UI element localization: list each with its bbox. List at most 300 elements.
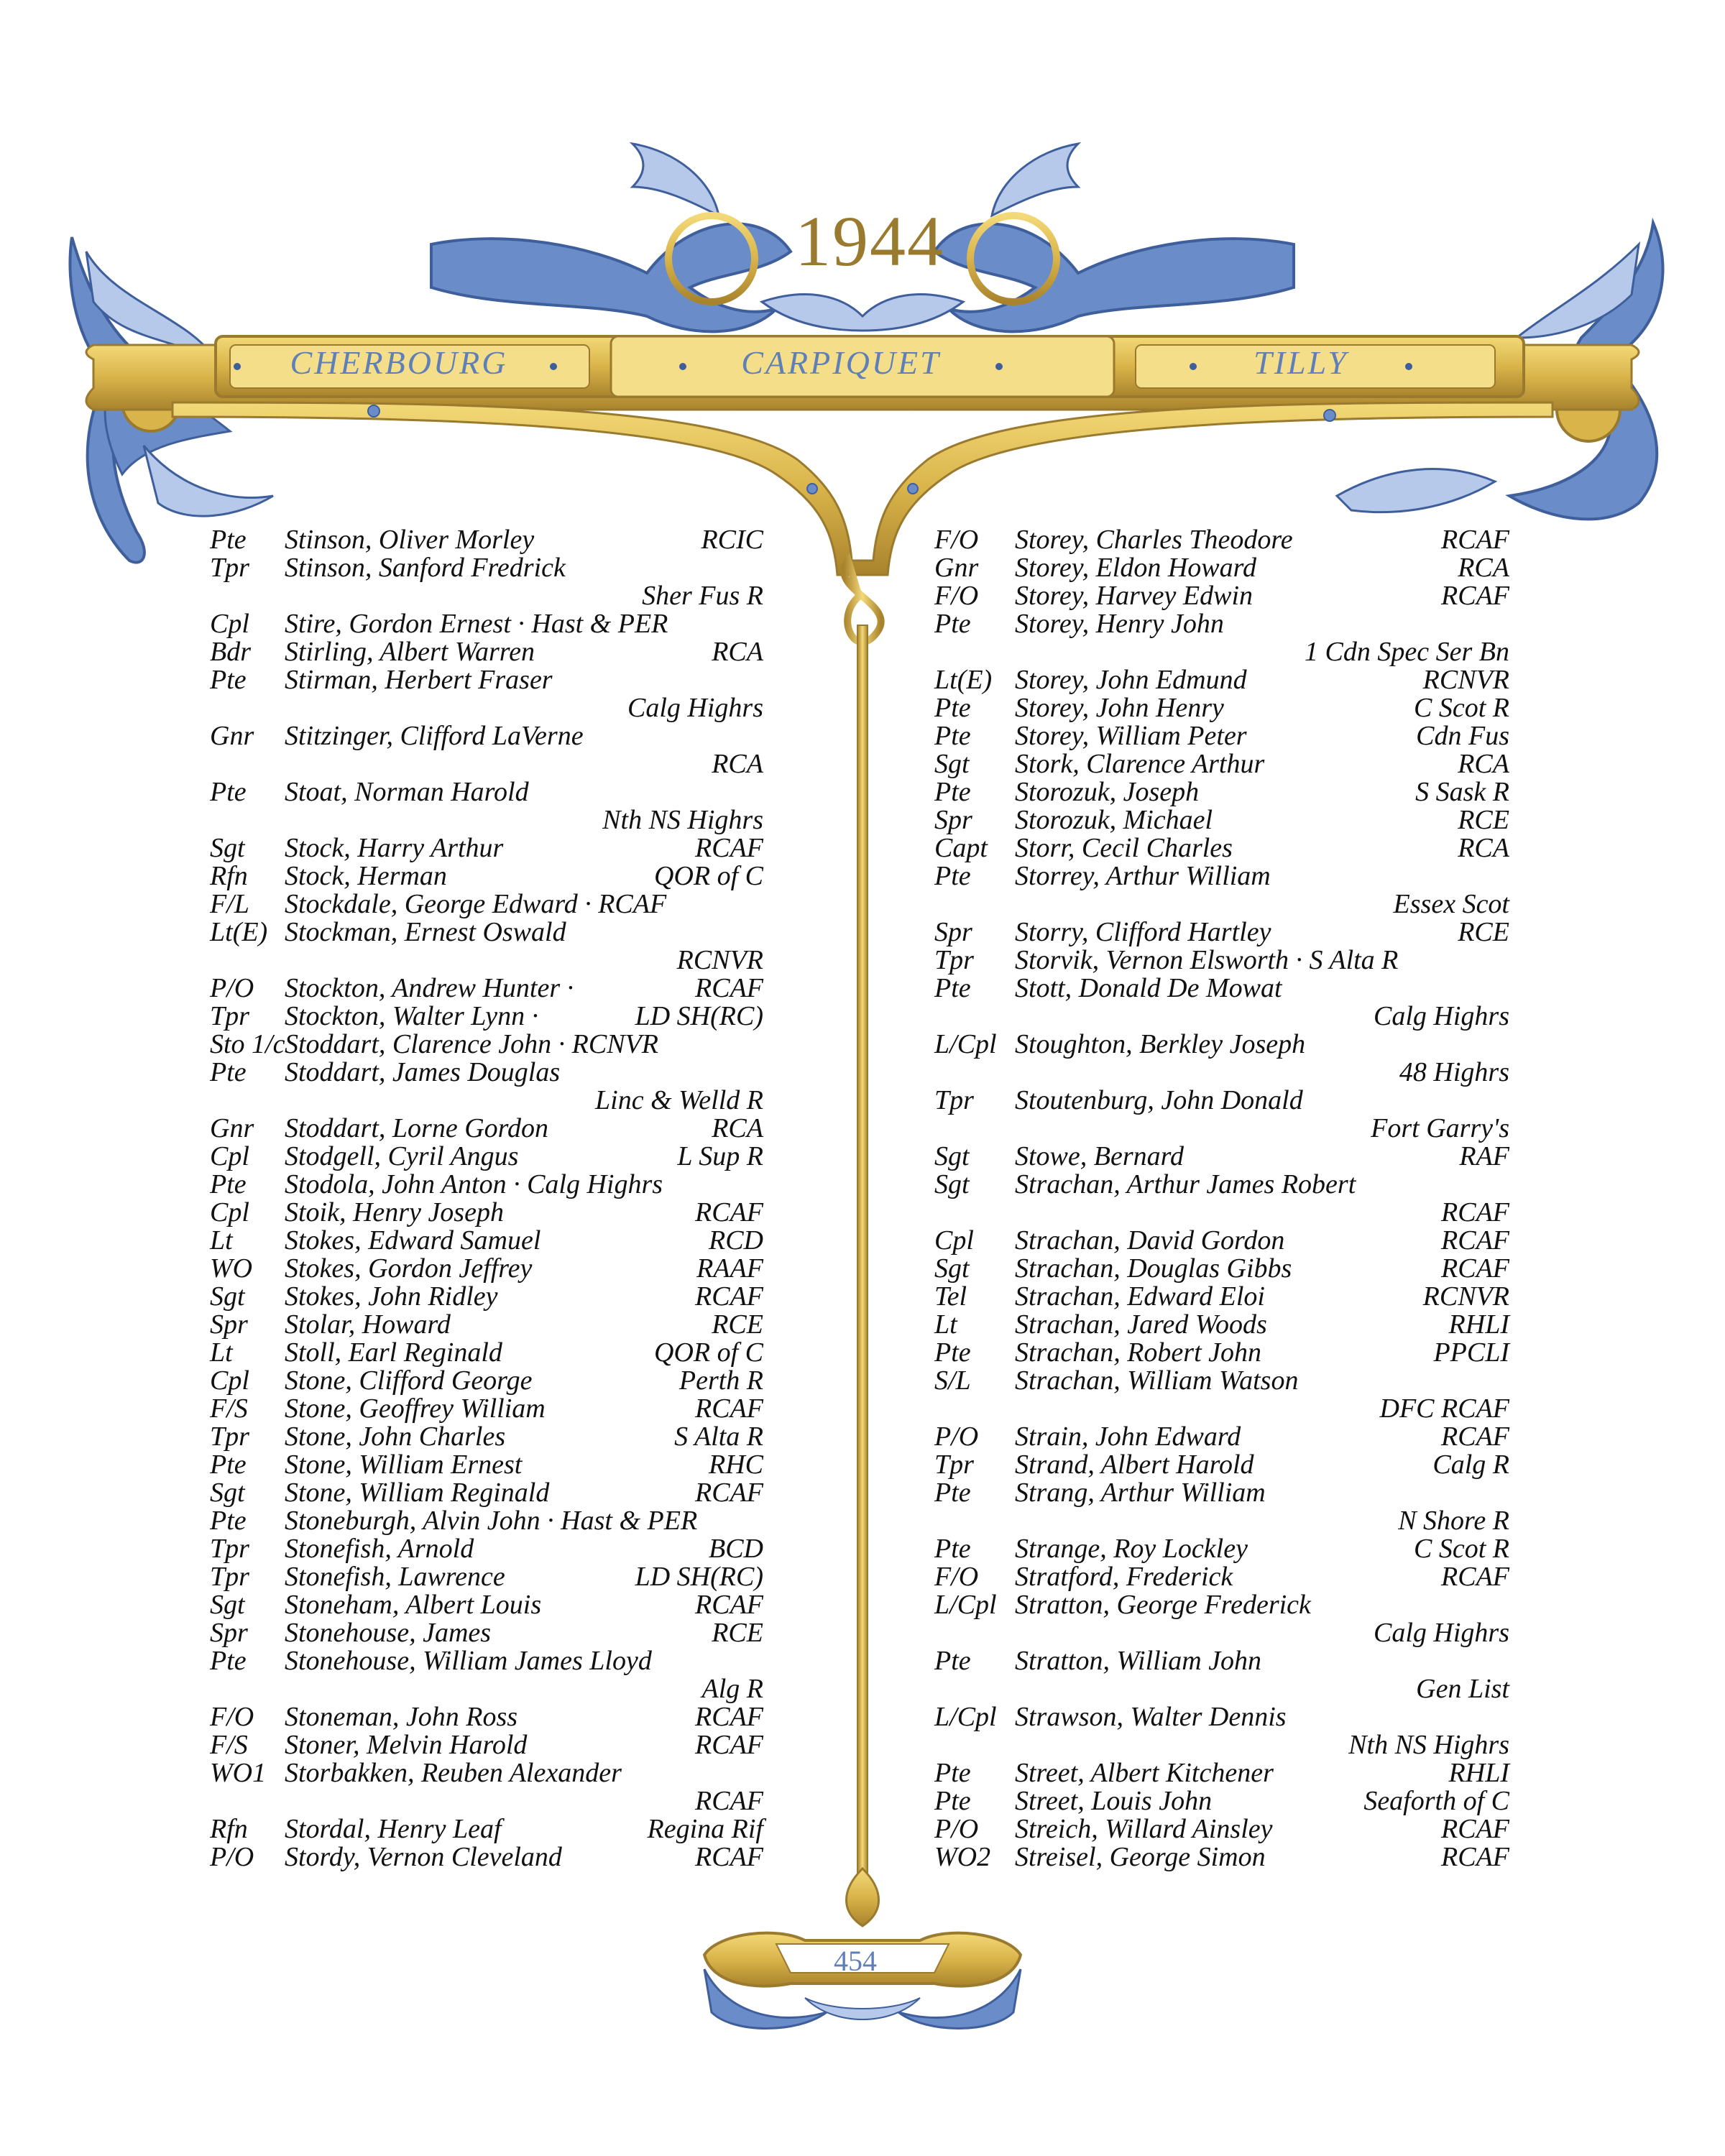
entry-name: Stock, Herman <box>285 861 447 891</box>
entry-rank: Sgt <box>210 1281 245 1312</box>
honour-entry <box>934 1423 1509 1451</box>
entry-rank: Pte <box>210 1646 247 1676</box>
entry-rank: Pte <box>934 609 971 639</box>
entry-rank: Pte <box>934 1534 971 1564</box>
honour-entry <box>934 1563 1509 1591</box>
entry-line <box>934 1227 1509 1255</box>
entry-unit: Regina Rif <box>647 1814 763 1844</box>
honour-entry <box>934 1311 1509 1339</box>
entry-rank: Spr <box>210 1618 248 1648</box>
honour-entry <box>210 890 763 918</box>
entry-unit: N Shore R <box>1398 1506 1509 1536</box>
entry-name: Stone, William Ernest <box>285 1450 523 1480</box>
entry-unit: Gen List <box>1416 1674 1509 1704</box>
entry-line <box>934 1843 1509 1871</box>
honour-entry <box>934 1171 1509 1227</box>
entry-unit: C Scot R <box>1414 693 1509 723</box>
entry-name: Stoutenburg, John Donald <box>1015 1085 1303 1115</box>
honour-entry <box>934 1591 1509 1647</box>
entry-rank: WO <box>210 1253 253 1284</box>
honour-entry <box>210 1003 763 1031</box>
honour-entry <box>934 1535 1509 1563</box>
honour-entry <box>934 526 1509 554</box>
central-gold-stem <box>844 561 880 1926</box>
entry-unit: Sher Fus R <box>642 581 763 611</box>
entry-line <box>210 1115 763 1143</box>
entry-rank: F/O <box>210 1702 254 1732</box>
entry-rank: Pte <box>210 1169 247 1199</box>
honour-entry <box>934 554 1509 582</box>
entry-name: Storrey, Arthur William <box>1015 861 1271 891</box>
page-number: 454 <box>834 1945 877 1977</box>
entry-name: Stolar, Howard <box>285 1309 451 1340</box>
honour-entry <box>934 1787 1509 1815</box>
entry-line <box>934 946 1509 975</box>
entry-name: Stinson, Oliver Morley <box>285 525 535 555</box>
honour-entry <box>934 666 1509 694</box>
entry-rank: L/Cpl <box>934 1702 997 1732</box>
entry-line <box>934 778 1509 806</box>
entry-unit: Essex Scot <box>1393 889 1509 919</box>
honour-entry <box>210 1171 763 1199</box>
honour-entry <box>934 1143 1509 1171</box>
honour-entry <box>934 694 1509 722</box>
honour-entry <box>934 946 1509 975</box>
entry-line <box>934 1283 1509 1311</box>
entry-unit: RCAF <box>1441 1197 1509 1227</box>
entry-line <box>210 722 763 750</box>
entry-rank: Pte <box>934 973 971 1003</box>
honour-entry <box>934 1759 1509 1787</box>
honour-entry <box>210 1283 763 1311</box>
entry-name: Storr, Cecil Charles <box>1015 833 1233 863</box>
honour-entry <box>210 1031 763 1059</box>
entry-rank: L/Cpl <box>934 1590 997 1620</box>
honour-entry <box>934 1339 1509 1367</box>
honour-entry <box>210 722 763 778</box>
entry-rank: F/O <box>934 581 979 611</box>
entry-line <box>934 806 1509 834</box>
entry-line <box>210 1003 763 1031</box>
entry-rank: Lt <box>210 1337 233 1368</box>
honour-entry <box>934 1647 1509 1703</box>
entry-unit: LD SH(RC) <box>635 1001 763 1031</box>
entry-name: Storey, Eldon Howard <box>1015 553 1257 583</box>
entry-line <box>934 1787 1509 1815</box>
honour-entry <box>210 610 763 638</box>
entry-unit: QOR of C <box>654 1337 763 1368</box>
entry-line <box>934 1451 1509 1479</box>
entry-unit: RCAF <box>695 1786 763 1816</box>
honour-entry <box>210 1311 763 1339</box>
honour-entry <box>210 526 763 554</box>
entry-rank: Rfn <box>210 861 248 891</box>
entry-line <box>934 862 1509 890</box>
honour-entry <box>210 834 763 862</box>
entry-line <box>210 750 763 778</box>
entry-unit: S Alta R <box>674 1422 763 1452</box>
entry-name: Storey, Charles Theodore <box>1015 525 1293 555</box>
entry-line <box>934 834 1509 862</box>
entry-line <box>210 1143 763 1171</box>
entry-rank: P/O <box>934 1422 979 1452</box>
entry-line <box>210 1227 763 1255</box>
entry-rank: Bdr <box>210 637 251 667</box>
honour-entry <box>210 1339 763 1367</box>
entry-unit: RCAF <box>695 1702 763 1732</box>
honour-entry <box>934 1087 1509 1143</box>
entry-name: Stoddart, James Douglas <box>285 1057 561 1087</box>
entry-unit: Cdn Fus <box>1416 721 1509 751</box>
entry-line <box>210 806 763 834</box>
entry-line <box>934 1311 1509 1339</box>
entry-rank: Pte <box>934 861 971 891</box>
entry-rank: Pte <box>210 777 247 807</box>
entry-name: Stitzinger, Clifford LaVerne <box>285 721 584 751</box>
honour-entry <box>210 1815 763 1843</box>
entry-name: Stinson, Sanford Fredrick <box>285 553 566 583</box>
honour-entry <box>210 638 763 666</box>
entry-unit: RCAF <box>695 1842 763 1872</box>
entry-rank: Tpr <box>934 1450 974 1480</box>
entry-line <box>934 1059 1509 1087</box>
honour-entry <box>210 1255 763 1283</box>
entry-line <box>934 1815 1509 1843</box>
honour-entry <box>934 862 1509 918</box>
entry-line <box>210 694 763 722</box>
entry-unit: Nth NS Highrs <box>602 805 763 835</box>
entry-name: Strachan, Edward Eloi <box>1015 1281 1265 1312</box>
entry-line <box>934 722 1509 750</box>
entry-rank: Pte <box>210 665 247 695</box>
entry-line <box>210 1339 763 1367</box>
entry-line <box>210 1059 763 1087</box>
entry-name: Stockdale, George Edward · RCAF <box>285 889 667 919</box>
entry-line <box>934 1143 1509 1171</box>
entry-rank: P/O <box>934 1814 979 1844</box>
honour-entry <box>934 1479 1509 1535</box>
honour-entry <box>210 975 763 1003</box>
entry-line <box>934 582 1509 610</box>
entry-unit: RCAF <box>695 1730 763 1760</box>
entry-line <box>210 1675 763 1703</box>
entry-unit: RCAF <box>695 833 763 863</box>
entry-name: Stirman, Herbert Fraser <box>285 665 553 695</box>
entry-line <box>934 610 1509 638</box>
entry-unit: RCAF <box>695 1393 763 1424</box>
entry-unit: Calg Highrs <box>627 693 763 723</box>
entry-rank: Cpl <box>210 609 249 639</box>
entry-name: Stock, Harry Arthur <box>285 833 504 863</box>
entry-unit: RCAF <box>1441 1562 1509 1592</box>
entry-line <box>934 1507 1509 1535</box>
entry-rank: F/S <box>210 1393 248 1424</box>
honour-entry <box>210 1367 763 1395</box>
honour-entry <box>934 806 1509 834</box>
entry-line <box>934 1171 1509 1199</box>
entry-rank: Sgt <box>934 1169 970 1199</box>
entry-rank: P/O <box>210 973 254 1003</box>
entry-rank: Pte <box>210 525 247 555</box>
entry-name: Stoughton, Berkley Joseph <box>1015 1029 1306 1059</box>
entry-rank: Sgt <box>934 749 970 779</box>
entry-rank: Tpr <box>210 1001 249 1031</box>
entry-unit: RCE <box>712 1309 763 1340</box>
entry-name: Strachan, Douglas Gibbs <box>1015 1253 1292 1284</box>
entry-line <box>934 1591 1509 1619</box>
honour-entry <box>210 1731 763 1759</box>
entry-unit: RCAF <box>695 1478 763 1508</box>
entry-rank: Lt <box>210 1225 233 1256</box>
entry-unit: RCAF <box>1441 1253 1509 1284</box>
entry-rank: Pte <box>934 1786 971 1816</box>
entry-line <box>210 918 763 946</box>
entry-rank: Pte <box>934 1478 971 1508</box>
entry-rank: Gnr <box>210 1113 254 1143</box>
entry-unit: RAAF <box>696 1253 763 1284</box>
entry-name: Strawson, Walter Dennis <box>1015 1702 1287 1732</box>
entry-name: Stott, Donald De Mowat <box>1015 973 1282 1003</box>
honour-entry <box>210 1703 763 1731</box>
honour-entry <box>934 975 1509 1031</box>
honour-entry <box>210 1591 763 1619</box>
entry-line <box>934 975 1509 1003</box>
entry-line <box>934 694 1509 722</box>
entry-unit: RCAF <box>1441 1422 1509 1452</box>
entry-name: Streich, Willard Ainsley <box>1015 1814 1273 1844</box>
honour-entry <box>934 582 1509 610</box>
entry-name: Stone, Clifford George <box>285 1365 533 1396</box>
entry-name: Strachan, Jared Woods <box>1015 1309 1267 1340</box>
entry-line <box>210 1451 763 1479</box>
entry-line <box>934 526 1509 554</box>
entry-name: Stoik, Henry Joseph <box>285 1197 504 1227</box>
honour-entry <box>210 1059 763 1115</box>
entry-line <box>934 1563 1509 1591</box>
entry-unit: RCAF <box>695 1197 763 1227</box>
entry-line <box>934 1395 1509 1423</box>
entry-unit: S Sask R <box>1415 777 1509 807</box>
entry-rank: Capt <box>934 833 988 863</box>
entry-unit: RAF <box>1459 1141 1509 1171</box>
entry-line <box>210 1423 763 1451</box>
entry-line <box>210 1703 763 1731</box>
entry-name: Stonefish, Arnold <box>285 1534 474 1564</box>
honour-entry <box>210 1563 763 1591</box>
entry-line <box>934 638 1509 666</box>
entry-name: Stokes, Edward Samuel <box>285 1225 541 1256</box>
entry-unit: C Scot R <box>1414 1534 1509 1564</box>
honour-entry <box>210 1143 763 1171</box>
entry-rank: Pte <box>934 693 971 723</box>
entry-unit: DFC RCAF <box>1379 1393 1509 1424</box>
entry-rank: Tpr <box>210 553 249 583</box>
entry-rank: P/O <box>210 1842 254 1872</box>
entry-line <box>210 1619 763 1647</box>
entry-line <box>934 1703 1509 1731</box>
entry-rank: Cpl <box>934 1225 974 1256</box>
entry-rank: Pte <box>934 1758 971 1788</box>
honour-entry <box>210 1647 763 1703</box>
entry-name: Stordy, Vernon Cleveland <box>285 1842 562 1872</box>
honour-entry <box>210 1115 763 1143</box>
entry-unit: BCD <box>709 1534 763 1564</box>
entry-line <box>934 1479 1509 1507</box>
entry-unit: Calg Highrs <box>1374 1618 1509 1648</box>
entry-name: Storey, Henry John <box>1015 609 1224 639</box>
entry-name: Storozuk, Joseph <box>1015 777 1200 807</box>
entry-rank: WO1 <box>210 1758 267 1788</box>
entry-name: Streisel, George Simon <box>1015 1842 1266 1872</box>
entry-line <box>210 1031 763 1059</box>
honour-entry <box>934 1283 1509 1311</box>
entry-name: Storry, Clifford Hartley <box>1015 917 1271 947</box>
entry-line <box>210 610 763 638</box>
entry-name: Stratton, William John <box>1015 1646 1262 1676</box>
honour-entry <box>210 918 763 975</box>
entry-unit: Linc & Welld R <box>595 1085 763 1115</box>
entry-unit: 1 Cdn Spec Ser Bn <box>1305 637 1509 667</box>
entry-rank: Tpr <box>210 1534 249 1564</box>
entry-rank: Cpl <box>210 1365 249 1396</box>
entry-rank: Tpr <box>934 945 974 975</box>
entry-rank: Lt(E) <box>210 917 268 947</box>
entry-rank: Pte <box>934 1337 971 1368</box>
entry-unit: RCE <box>1458 917 1509 947</box>
entry-name: Stonefish, Lawrence <box>285 1562 505 1592</box>
entry-unit: L Sup R <box>677 1141 763 1171</box>
place-cherbourg: CHERBOURG <box>290 344 508 381</box>
entry-name: Strachan, David Gordon <box>1015 1225 1285 1256</box>
entry-unit: RCE <box>1458 805 1509 835</box>
entry-line <box>934 1087 1509 1115</box>
entry-line <box>210 1087 763 1115</box>
entry-name: Strachan, Robert John <box>1015 1337 1262 1368</box>
honour-entry <box>934 834 1509 862</box>
entry-line <box>210 975 763 1003</box>
entry-name: Storey, John Edmund <box>1015 665 1247 695</box>
entry-line <box>210 666 763 694</box>
entry-line <box>210 1507 763 1535</box>
entry-name: Stoner, Melvin Harold <box>285 1730 528 1760</box>
entry-unit: RCNVR <box>1422 665 1509 695</box>
entry-name: Strang, Arthur William <box>1015 1478 1266 1508</box>
entry-line <box>210 1255 763 1283</box>
entry-rank: Pte <box>934 777 971 807</box>
entry-line <box>210 582 763 610</box>
honour-entry <box>210 1227 763 1255</box>
entry-line <box>210 1815 763 1843</box>
entry-name: Stodola, John Anton · Calg Highrs <box>285 1169 663 1199</box>
entry-line <box>210 1843 763 1871</box>
entry-name: Street, Louis John <box>1015 1786 1213 1816</box>
place-carpiquet: CARPIQUET <box>741 344 941 381</box>
entry-rank: Pte <box>210 1057 247 1087</box>
entry-unit: Calg Highrs <box>1374 1001 1509 1031</box>
entry-name: Stonehouse, William James Lloyd <box>285 1646 652 1676</box>
entry-line <box>210 862 763 890</box>
entry-rank: Lt <box>934 1309 957 1340</box>
honour-entry <box>210 666 763 722</box>
entry-name: Stork, Clarence Arthur <box>1015 749 1265 779</box>
entry-unit: Calg R <box>1432 1450 1509 1480</box>
entry-name: Stone, Geoffrey William <box>285 1393 546 1424</box>
honour-entry <box>210 1395 763 1423</box>
entry-name: Storozuk, Michael <box>1015 805 1213 835</box>
entry-unit: RCIC <box>701 525 763 555</box>
entry-name: Stratford, Frederick <box>1015 1562 1233 1592</box>
entry-name: Strain, John Edward <box>1015 1422 1241 1452</box>
entry-name: Stratton, George Frederick <box>1015 1590 1311 1620</box>
honour-entry <box>934 778 1509 806</box>
entry-rank: F/O <box>934 525 979 555</box>
entry-name: Stokes, John Ridley <box>285 1281 498 1312</box>
entry-unit: RCAF <box>1441 1225 1509 1256</box>
entry-line <box>934 1367 1509 1395</box>
entry-line <box>210 778 763 806</box>
entry-unit: RCAF <box>1441 525 1509 555</box>
honour-entry <box>210 1843 763 1871</box>
entry-name: Stoneman, John Ross <box>285 1702 518 1732</box>
entry-rank: Cpl <box>210 1197 249 1227</box>
entry-name: Storey, Harvey Edwin <box>1015 581 1254 611</box>
entry-line <box>934 1003 1509 1031</box>
entry-rank: Lt(E) <box>934 665 993 695</box>
right-names-column <box>934 526 1509 1871</box>
entry-line <box>934 1731 1509 1759</box>
entry-line <box>210 1731 763 1759</box>
entry-name: Storey, John Henry <box>1015 693 1224 723</box>
entry-rank: F/O <box>934 1562 979 1592</box>
entry-line <box>210 1535 763 1563</box>
entry-rank: S/L <box>934 1365 971 1396</box>
entry-line <box>934 1535 1509 1563</box>
honour-entry <box>934 750 1509 778</box>
entry-name: Stoneburgh, Alvin John · Hast & PER <box>285 1506 698 1536</box>
entry-unit: 48 Highrs <box>1399 1057 1509 1087</box>
entry-unit: RHC <box>709 1450 763 1480</box>
entry-line <box>934 890 1509 918</box>
entry-name: Stoat, Norman Harold <box>285 777 529 807</box>
entry-rank: Tpr <box>210 1422 249 1452</box>
left-names-column <box>210 526 763 1871</box>
entry-line <box>934 666 1509 694</box>
entry-rank: Sto 1/c <box>210 1029 285 1059</box>
entry-unit: Fort Garry's <box>1371 1113 1509 1143</box>
entry-unit: RCAF <box>1441 1842 1509 1872</box>
entry-name: Stonehouse, James <box>285 1618 492 1648</box>
entry-rank: Spr <box>934 805 972 835</box>
entry-line <box>210 554 763 582</box>
place-tilly: TILLY <box>1254 344 1348 381</box>
entry-line <box>210 1759 763 1787</box>
entry-unit: RCAF <box>695 973 763 1003</box>
entry-line <box>210 1199 763 1227</box>
entry-unit: RCA <box>712 637 763 667</box>
honour-entry <box>210 778 763 834</box>
entry-unit: RCNVR <box>1422 1281 1509 1312</box>
entry-unit: RCAF <box>1441 1814 1509 1844</box>
entry-unit: RCAF <box>695 1281 763 1312</box>
entry-name: Storvik, Vernon Elsworth · S Alta R <box>1015 945 1399 975</box>
entry-rank: Pte <box>934 721 971 751</box>
entry-line <box>934 750 1509 778</box>
honour-entry <box>934 1255 1509 1283</box>
entry-line <box>210 1787 763 1815</box>
entry-rank: Gnr <box>210 721 254 751</box>
entry-rank: Spr <box>934 917 972 947</box>
entry-name: Street, Albert Kitchener <box>1015 1758 1274 1788</box>
